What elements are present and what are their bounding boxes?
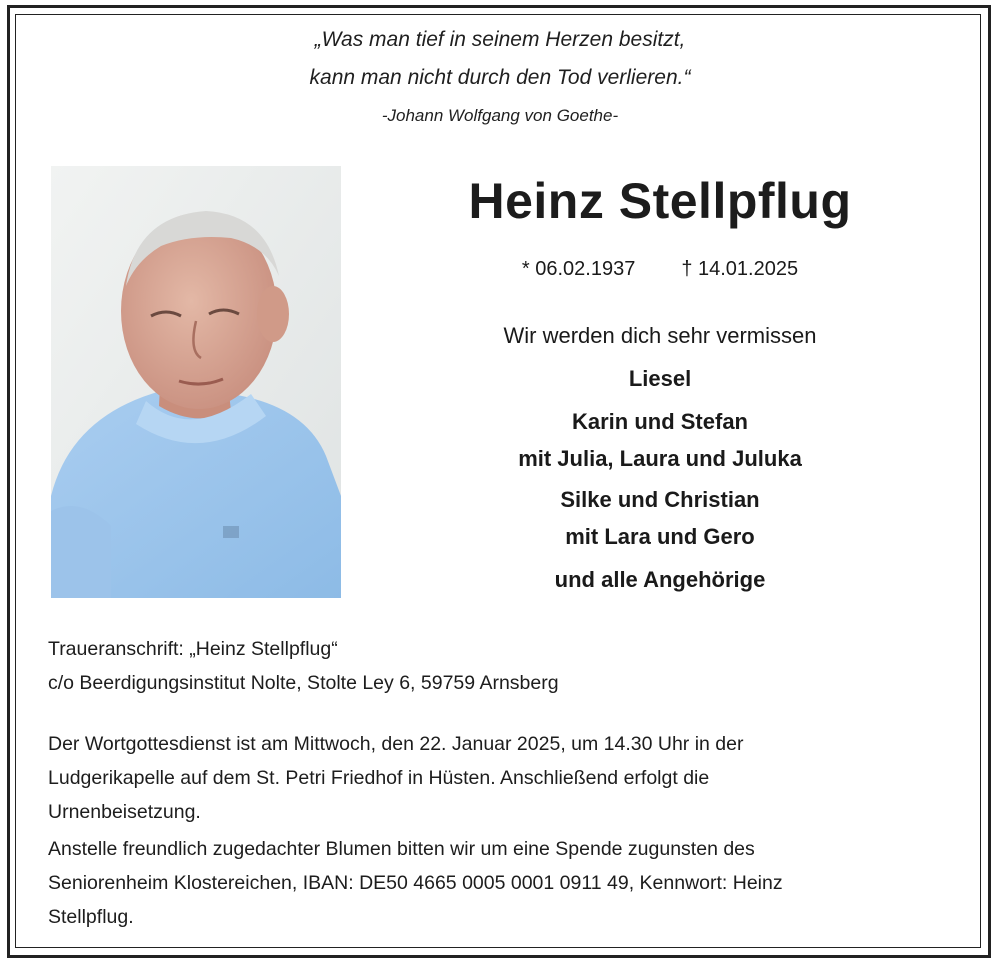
- birth-date: * 06.02.1937: [521, 258, 636, 280]
- service-line: Ludgerikapelle auf dem St. Petri Friedhof in Hüsten. Anschließend erfolgt die: [48, 767, 710, 789]
- mourners-intro: Wir werden dich sehr vermissen: [503, 323, 817, 348]
- donation-line: Anstelle freundlich zugedachter Blumen bitten wir um eine Spende zugunsten des: [48, 838, 755, 860]
- mourner-name: mit Julia, Laura und Juluka: [518, 446, 802, 471]
- service-info: [48, 727, 948, 829]
- quote-line-2: kann man nicht durch den Tod verlieren.“: [309, 66, 691, 89]
- mourner-name: Silke und Christian: [560, 487, 760, 512]
- mourner-name: Liesel: [628, 366, 692, 391]
- deceased-name: Heinz Stellpflug: [468, 173, 852, 229]
- service-line: Urnenbeisetzung.: [48, 801, 201, 823]
- quote-line-1: „Was man tief in seinem Herzen besitzt,: [314, 28, 686, 51]
- donation-info: [48, 832, 948, 934]
- service-line: Der Wortgottesdienst ist am Mittwoch, den 22. Januar 2025, um 14.30 Uhr in der: [48, 733, 744, 755]
- address-line: c/o Beerdigungsinstitut Nolte, Stolte Ley 6, 59759 Arnsberg: [48, 672, 559, 694]
- mourning-address: [48, 632, 948, 700]
- mourner-name: mit Lara und Gero: [565, 524, 755, 549]
- address-line: Traueranschrift: „Heinz Stellpflug“: [48, 638, 338, 660]
- death-date: † 14.01.2025: [681, 258, 799, 280]
- mourner-name: Karin und Stefan: [571, 409, 748, 434]
- portrait-photo: [51, 166, 341, 598]
- mourner-name: und alle Angehörige: [554, 567, 766, 592]
- quote-author: -Johann Wolfgang von Goethe-: [381, 106, 619, 125]
- life-dates: [400, 258, 920, 281]
- donation-line: Seniorenheim Klostereichen, IBAN: DE50 4665 0005 0001 0911 49, Kennwort: Heinz: [48, 872, 783, 894]
- donation-line: Stellpflug.: [48, 906, 134, 928]
